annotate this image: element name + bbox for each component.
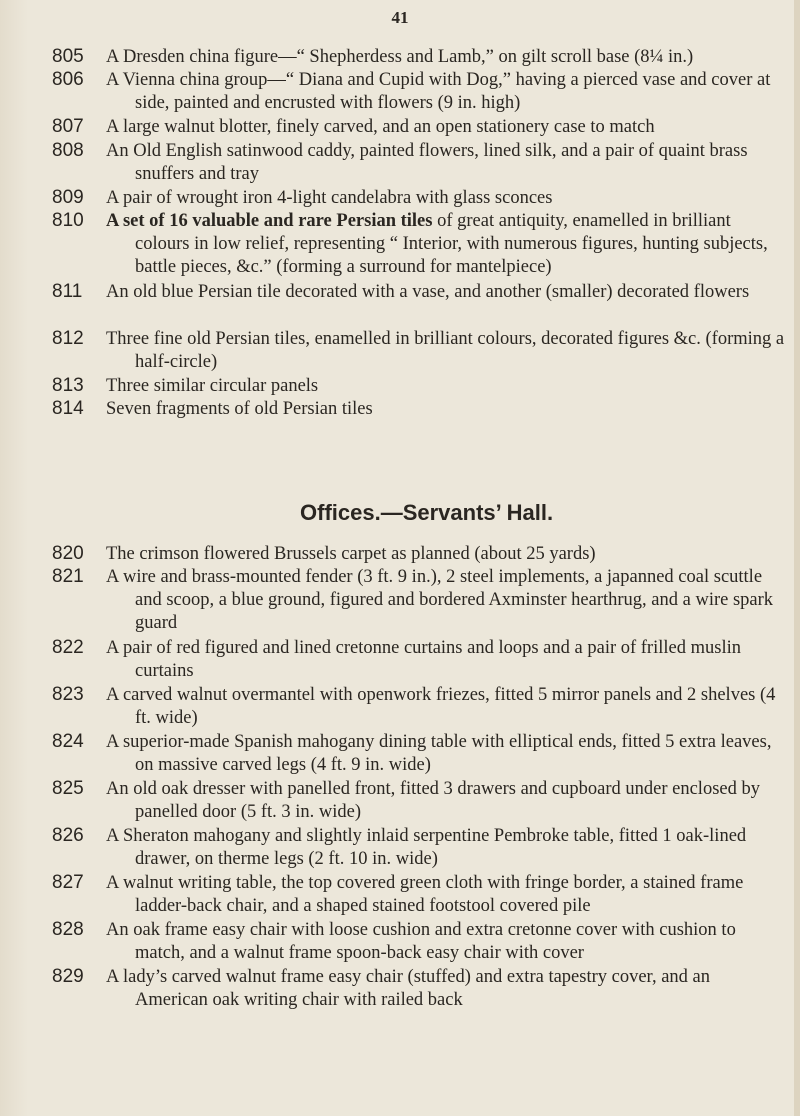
lot-description: A carved walnut overmantel with openwork friezes, fitted 5 mirror panels and 2 shelves (4 ft. wide) xyxy=(106,685,776,728)
lot-description: A pair of wrought iron 4-light candelabra with glass sconces xyxy=(106,188,553,208)
lot-number: 820 xyxy=(52,543,84,564)
lot-number: 821 xyxy=(52,566,84,587)
lot-description: A pair of red figured and lined cretonne curtains and loops and a pair of frilled muslin curtains xyxy=(106,638,741,681)
lot-description: An old oak dresser with panelled front, fitted 3 drawers and cupboard under enclosed by panelled door (5 ft. 3 in. wide) xyxy=(106,779,760,822)
lot-description: A Vienna china group—“ Diana and Cupid with Dog,” having a pierced vase and cover at side, painted and encrusted with flowers (9 in. high) xyxy=(106,70,771,113)
section-heading: Offices.—Servants’ Hall. xyxy=(300,500,554,525)
lot-description: A lady’s carved walnut frame easy chair (stuffed) and extra tapestry cover, and an American oak writing chair with railed back xyxy=(106,967,711,1010)
lot-description: An old blue Persian tile decorated with a vase, and another (smaller) decorated flowers xyxy=(106,282,750,302)
page-number: 41 xyxy=(391,8,409,27)
lot-description: Three fine old Persian tiles, enamelled in brilliant colours, decorated figures &c. (forming a half-circle) xyxy=(106,329,785,372)
lot-number: 807 xyxy=(52,116,84,137)
lot-number: 813 xyxy=(52,375,84,396)
lot-number: 824 xyxy=(52,731,84,752)
lot-description: Three similar circular panels xyxy=(106,376,319,396)
lot-number: 827 xyxy=(52,872,84,893)
lot-description: A Sheraton mahogany and slightly inlaid serpentine Pembroke table, fitted 1 oak-lined drawer, on therme legs (2 ft. 10 in. wide) xyxy=(106,826,747,869)
lot-description: An Old English satinwood caddy, painted flowers, lined silk, and a pair of quaint brass snuffers and tray xyxy=(106,141,748,184)
lot-description: A superior-made Spanish mahogany dining table with elliptical ends, fitted 5 extra leaves, on massive carved legs (4 ft. 9 in. wide) xyxy=(106,732,772,775)
lot-number: 829 xyxy=(52,966,84,987)
lot-number: 812 xyxy=(52,328,84,349)
lot-number: 828 xyxy=(52,919,84,940)
lot-number: 826 xyxy=(52,825,84,846)
lot-description: An oak frame easy chair with loose cushion and extra cretonne cover with cushion to match, and a walnut frame spoon-back easy chair with cover xyxy=(106,920,736,963)
lot-description-rest: of great antiquity, enamelled in brilliant colours in low relief, representing “ Interior, with numerous figures, hunting subjects, battle pieces, &c.” (forming a surround for mantelpiece) xyxy=(135,211,768,277)
page-edge-shadow xyxy=(0,0,28,1116)
lot-number: 814 xyxy=(52,398,84,419)
lot-number: 809 xyxy=(52,187,84,208)
lot-description: A walnut writing table, the top covered green cloth with fringe border, a stained frame ladder-back chair, and a shaped stained footstool covered pile xyxy=(106,873,744,916)
lot-number: 805 xyxy=(52,46,84,67)
lot-description: Seven fragments of old Persian tiles xyxy=(106,399,373,419)
lot-title-bold: A set of 16 valuable and rare Persian tiles xyxy=(106,211,433,231)
lot-description: A Dresden china figure—“ Shepherdess and Lamb,” on gilt scroll base (8¼ in.) xyxy=(106,47,694,67)
lot-number: 808 xyxy=(52,140,84,161)
lot-number: 822 xyxy=(52,637,84,658)
lot-number: 811 xyxy=(52,281,83,302)
lot-description: A large walnut blotter, finely carved, and an open stationery case to match xyxy=(106,117,655,137)
lot-number: 825 xyxy=(52,778,84,799)
page-edge-right xyxy=(794,0,800,1116)
lot-description: The crimson flowered Brussels carpet as planned (about 25 yards) xyxy=(106,544,596,564)
lot-description xyxy=(106,210,786,279)
lot-description: A wire and brass-mounted fender (3 ft. 9 in.), 2 steel implements, a japanned coal scuttle and scoop, a blue ground, figured and bordered Axminster hearthrug, and a wire spark guard xyxy=(106,567,774,633)
lot-number: 806 xyxy=(52,69,84,90)
lot-number: 810 xyxy=(52,210,84,231)
lot-number: 823 xyxy=(52,684,84,705)
